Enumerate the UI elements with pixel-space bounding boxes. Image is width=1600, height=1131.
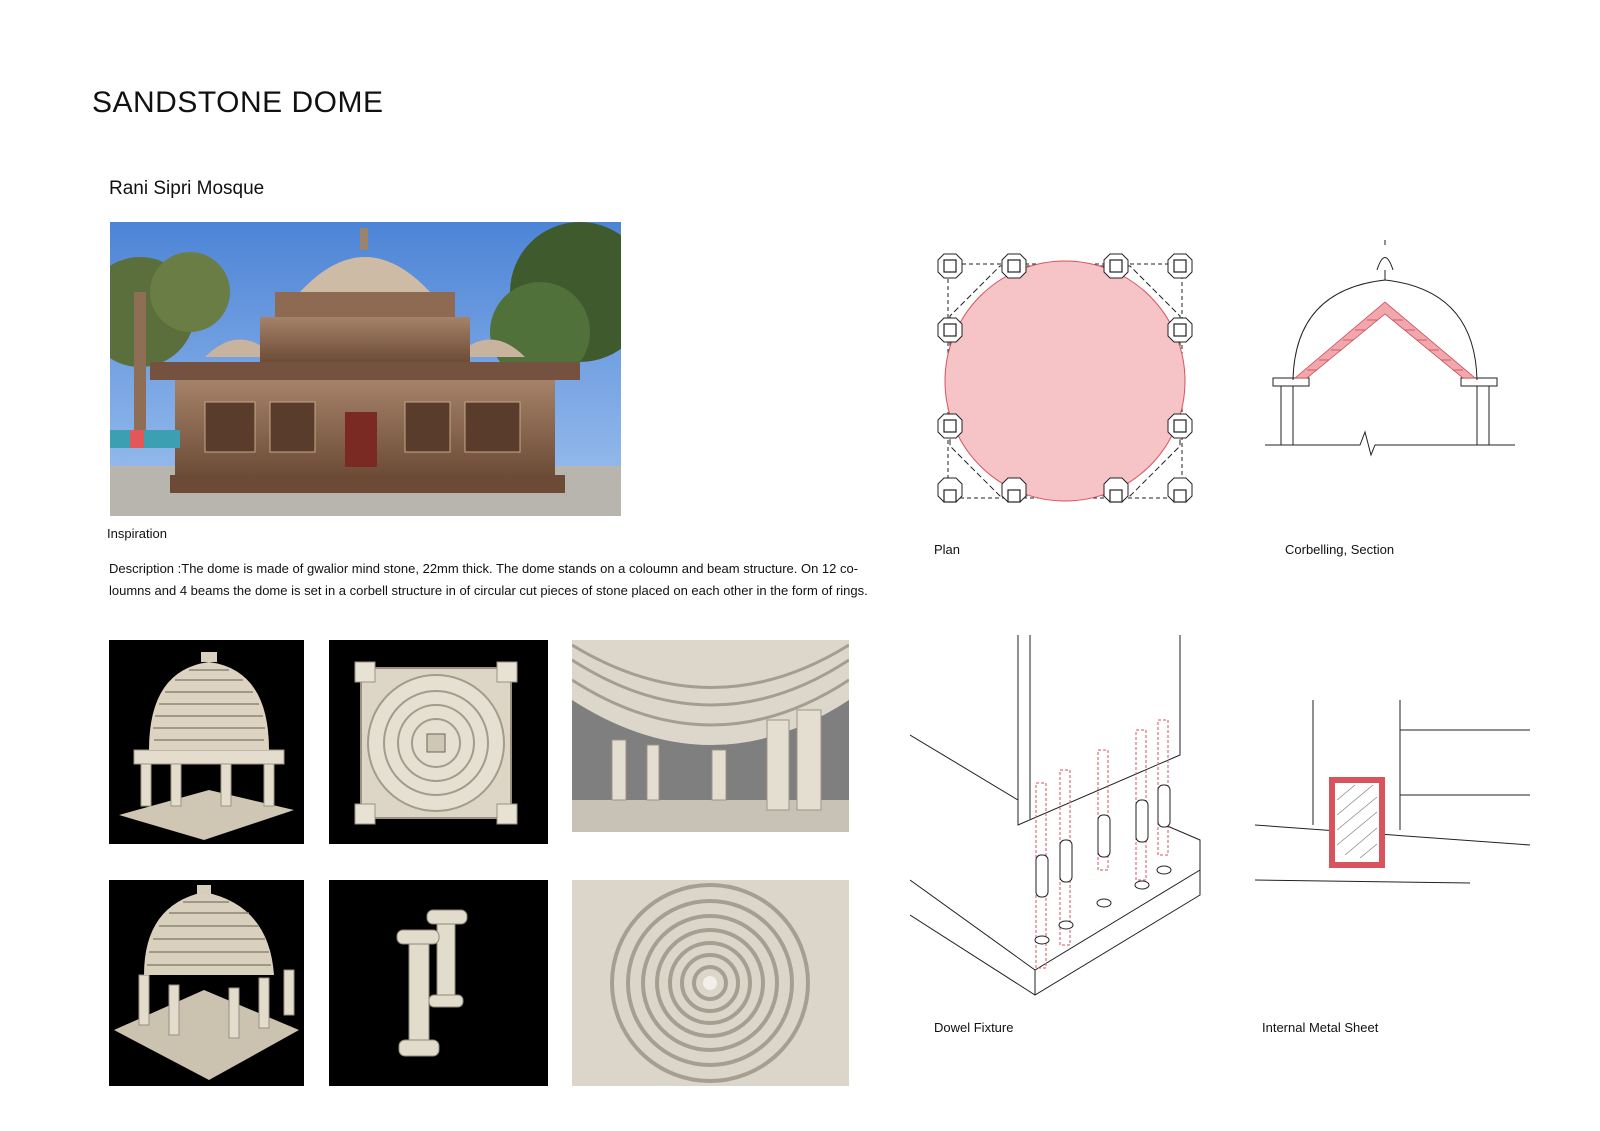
plan-drawing — [930, 246, 1200, 516]
model-photo-dome-underside — [572, 880, 849, 1086]
mosque-subtitle: Rani Sipri Mosque — [109, 178, 265, 199]
model-photo-columns — [329, 880, 548, 1086]
model-photo-dome-angled — [109, 880, 304, 1086]
sheet-caption: Internal Metal Sheet — [1262, 1020, 1379, 1035]
plan-caption: Plan — [934, 542, 961, 557]
description-text: Description :The dome is made of gwalior mind stone, 22mm thick. The dome stands on a coloumn and beam structure. On 12 co-loumns and 4 beams the dome is set in a corbell structure in of circular cut pieces of stone placed on each other in the form of rings. — [109, 561, 868, 598]
model-photo-top-view — [329, 640, 548, 844]
mosque-photo — [110, 222, 621, 516]
dowel-caption: Dowel Fixture — [934, 1020, 1014, 1035]
model-photo-interior-columns — [572, 640, 849, 832]
corbelling-section-drawing — [1265, 240, 1535, 470]
page-title: SANDSTONE DOME — [92, 86, 384, 119]
inspiration-caption: Inspiration — [107, 526, 167, 541]
internal-metal-sheet-drawing — [1255, 700, 1535, 900]
model-photo-dome-side — [109, 640, 304, 844]
dowel-fixture-drawing — [910, 635, 1210, 1005]
section-caption: Corbelling, Section — [1285, 542, 1395, 557]
